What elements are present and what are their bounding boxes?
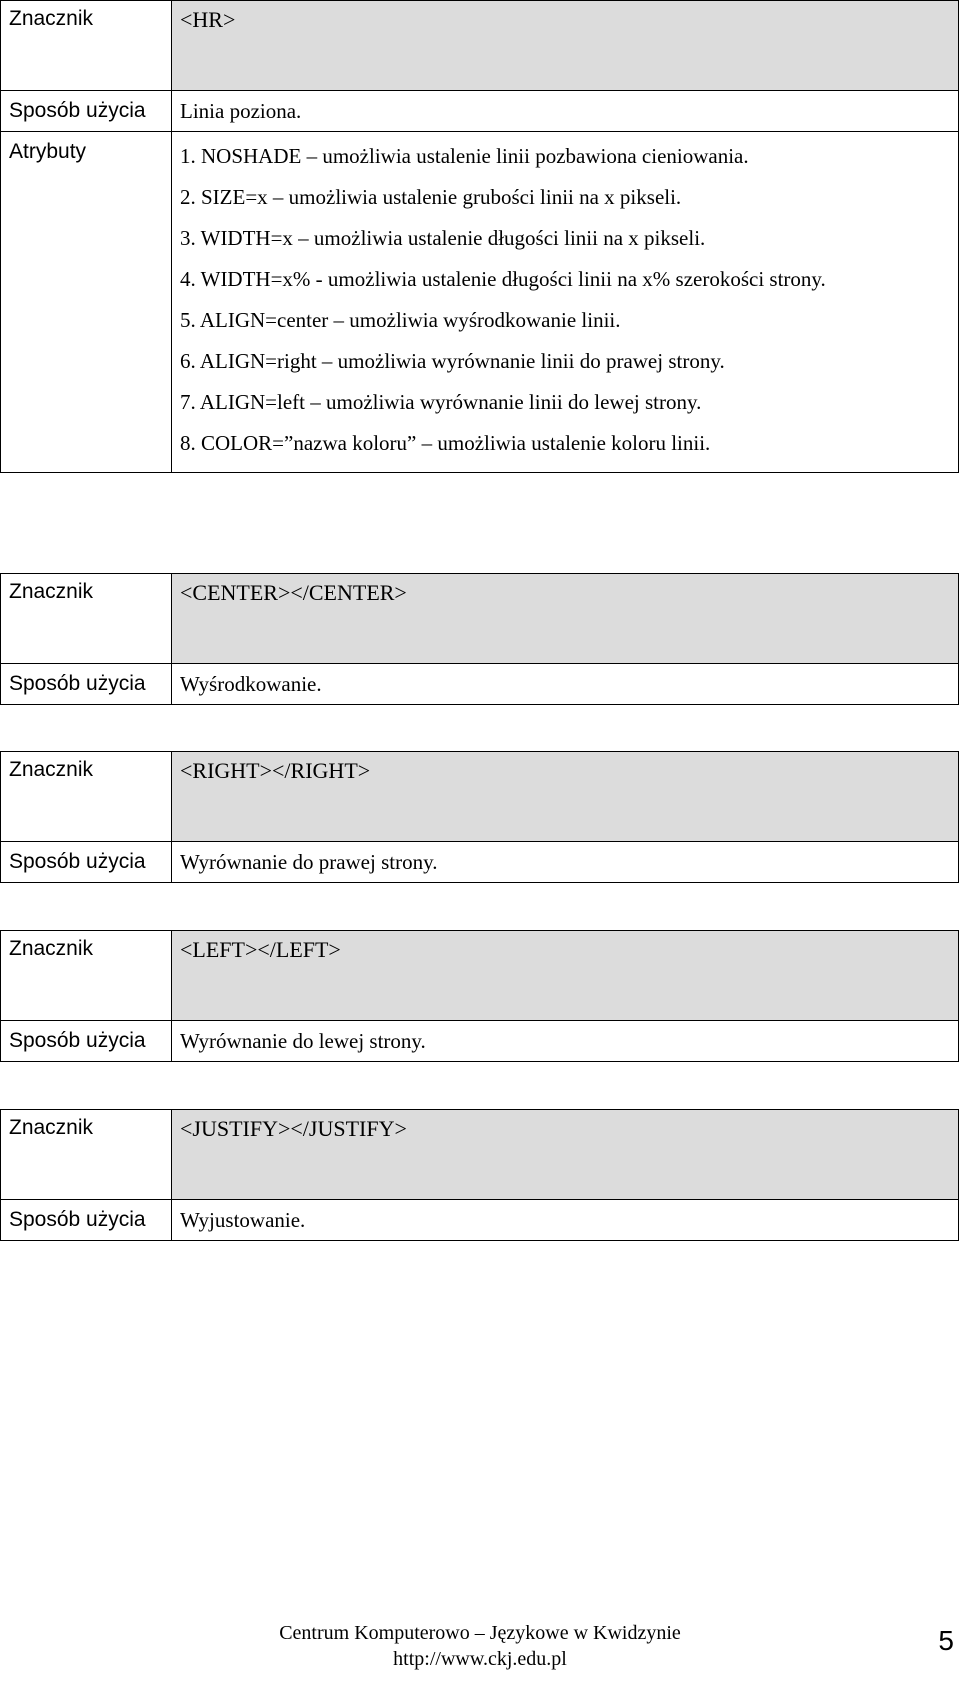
usage-text: Wyśrodkowanie. xyxy=(180,672,322,696)
usage-text: Wyrównanie do lewej strony. xyxy=(180,1029,426,1053)
usage-value-cell xyxy=(172,1021,959,1062)
left-usage-row xyxy=(1,1021,959,1062)
tag-name: <HR> xyxy=(180,7,236,32)
usage-value-cell xyxy=(172,1200,959,1241)
usage-label: Sposób użycia xyxy=(9,1029,146,1052)
attribute-item: 1. NOSHADE – umożliwia ustalenie linii pozbawiona cieniowania. xyxy=(180,144,749,168)
right-tag-row xyxy=(1,752,959,842)
usage-label-cell xyxy=(1,91,172,132)
tag-value-cell xyxy=(172,752,959,842)
attributes-label: Atrybuty xyxy=(9,140,87,163)
attribute-item: 7. ALIGN=left – umożliwia wyrównanie linii do lewej strony. xyxy=(180,390,702,414)
left-table xyxy=(0,930,959,1062)
attribute-item: 4. WIDTH=x% - umożliwia ustalenie długości linii na x% szerokości strony. xyxy=(180,267,826,291)
tag-value-cell xyxy=(172,1,959,91)
tag-label-cell xyxy=(1,1110,172,1200)
usage-value-cell xyxy=(172,664,959,705)
hr-attributes-row xyxy=(1,132,959,473)
tag-value-cell xyxy=(172,931,959,1021)
tag-label-cell xyxy=(1,752,172,842)
hr-tag-row xyxy=(1,1,959,91)
center-tag-row xyxy=(1,574,959,664)
center-usage-row xyxy=(1,664,959,705)
attributes-list xyxy=(180,132,958,472)
usage-label-cell xyxy=(1,842,172,883)
tag-name: <RIGHT></RIGHT> xyxy=(180,758,371,783)
attributes-value-cell xyxy=(172,132,959,473)
footer-website: http://www.ckj.edu.pl xyxy=(393,1648,567,1670)
attribute-item: 5. ALIGN=center – umożliwia wyśrodkowanie linii. xyxy=(180,308,621,332)
tag-label: Znacznik xyxy=(9,937,94,960)
hr-usage-row xyxy=(1,91,959,132)
footer-organization: Centrum Komputerowo – Językowe w Kwidzynie xyxy=(279,1622,681,1644)
right-table xyxy=(0,751,959,883)
usage-label: Sposób użycia xyxy=(9,850,146,873)
tag-label-cell xyxy=(1,1,172,91)
justify-table xyxy=(0,1109,959,1241)
tag-label: Znacznik xyxy=(9,758,94,781)
usage-label: Sposób użycia xyxy=(9,1208,146,1231)
page-number: 5 xyxy=(938,1625,954,1656)
usage-text: Wyrównanie do prawej strony. xyxy=(180,850,438,874)
tag-name: <CENTER></CENTER> xyxy=(180,580,407,605)
hr-table xyxy=(0,0,959,473)
usage-value-cell xyxy=(172,842,959,883)
usage-value-cell xyxy=(172,91,959,132)
page-footer xyxy=(0,1620,960,1672)
usage-label: Sposób użycia xyxy=(9,672,146,695)
right-usage-row xyxy=(1,842,959,883)
tag-value-cell xyxy=(172,1110,959,1200)
tag-value-cell xyxy=(172,574,959,664)
usage-label-cell xyxy=(1,1200,172,1241)
tag-label-cell xyxy=(1,931,172,1021)
attribute-item: 6. ALIGN=right – umożliwia wyrównanie linii do prawej strony. xyxy=(180,349,725,373)
attributes-label-cell xyxy=(1,132,172,473)
usage-text: Linia poziona. xyxy=(180,99,302,123)
attribute-item: 2. SIZE=x – umożliwia ustalenie grubości linii na x pikseli. xyxy=(180,185,682,209)
tag-label: Znacznik xyxy=(9,7,94,30)
left-tag-row xyxy=(1,931,959,1021)
usage-label-cell xyxy=(1,664,172,705)
center-table xyxy=(0,573,959,705)
tag-label-cell xyxy=(1,574,172,664)
usage-label-cell xyxy=(1,1021,172,1062)
justify-tag-row xyxy=(1,1110,959,1200)
usage-label: Sposób użycia xyxy=(9,99,146,122)
attribute-item: 8. COLOR=”nazwa koloru” – umożliwia ustalenie koloru linii. xyxy=(180,431,711,455)
tag-label: Znacznik xyxy=(9,580,94,603)
tag-name: <JUSTIFY></JUSTIFY> xyxy=(180,1116,407,1141)
tag-label: Znacznik xyxy=(9,1116,94,1139)
attribute-item: 3. WIDTH=x – umożliwia ustalenie długości linii na x pikseli. xyxy=(180,226,706,250)
tag-name: <LEFT></LEFT> xyxy=(180,937,341,962)
justify-usage-row xyxy=(1,1200,959,1241)
usage-text: Wyjustowanie. xyxy=(180,1208,306,1232)
